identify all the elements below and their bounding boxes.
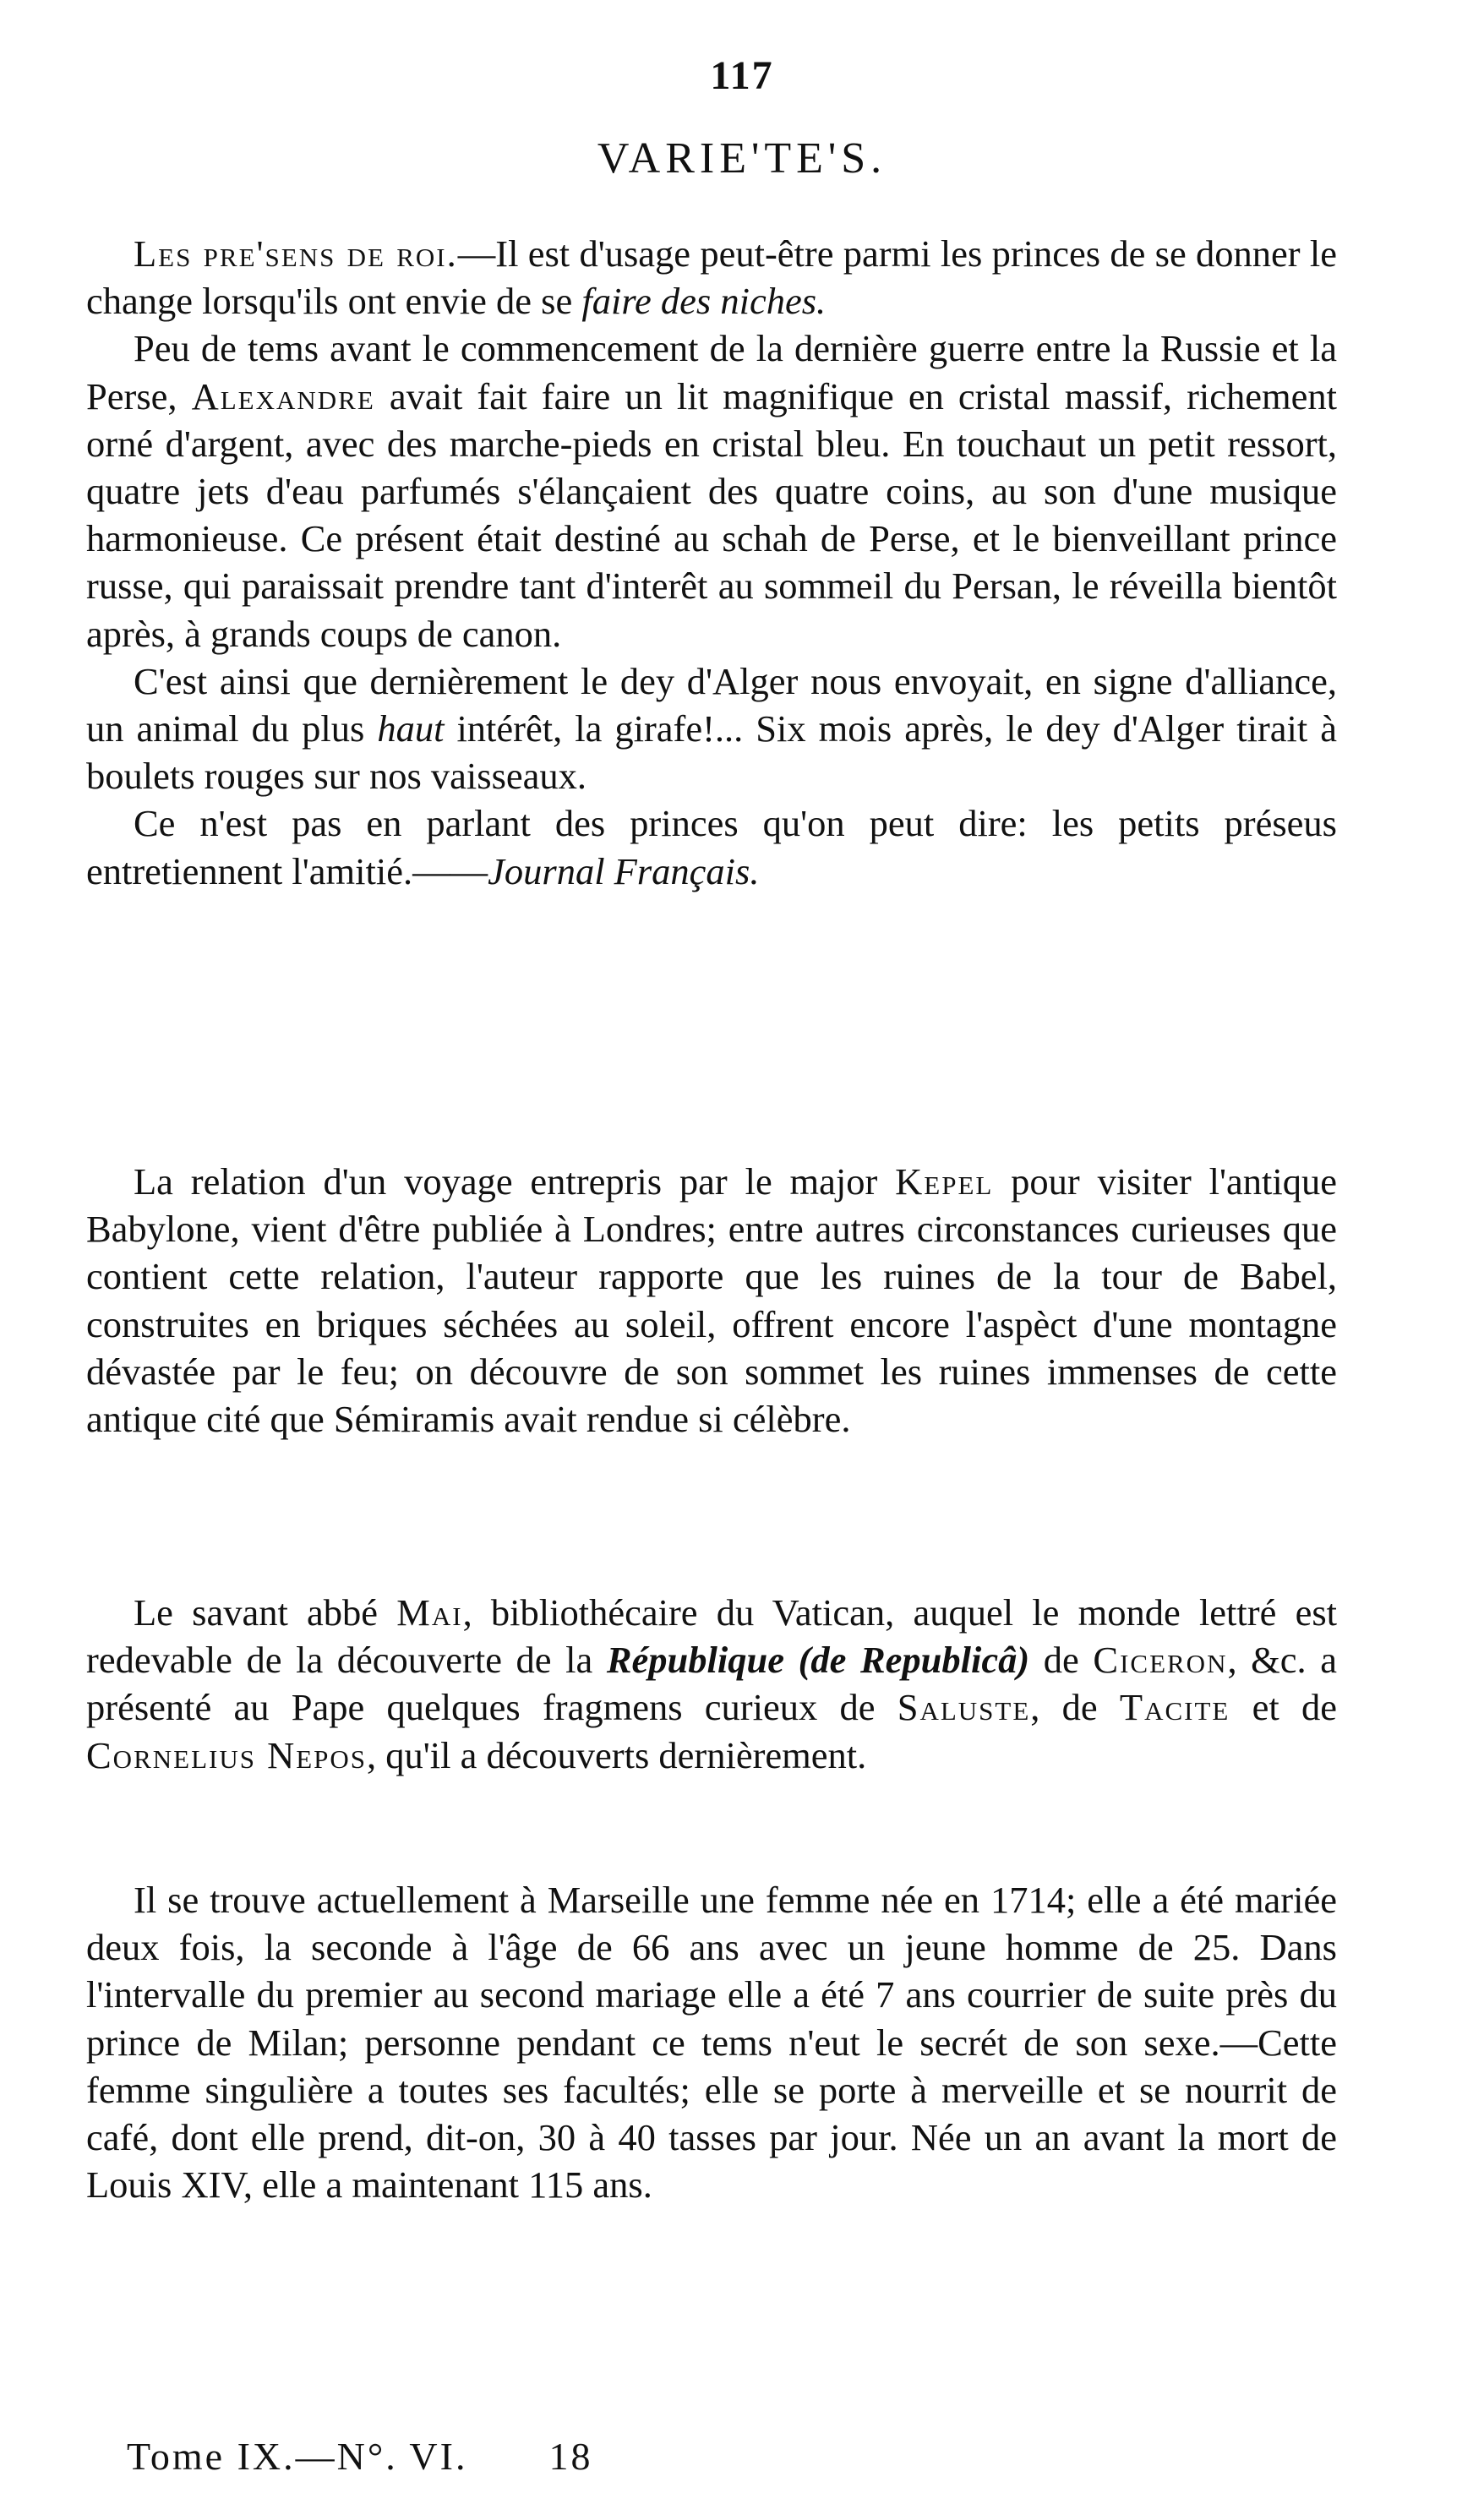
paragraph-text: avait fait faire un lit magnifique en cristal massif, richement orné d'argent, avec des marche-pieds en cristal bleu. En touchaut un petit ressort, quatre jets d'eau parfumés s'élançaient des quatre coins, au son d'une musique harmonieuse. Ce présent était destiné au schah de Perse, et le bienveillant prince russe, qui paraissait prendre tant d'interêt au sommeil du Persan, le réveilla bientôt après, à grands coups de canon. xyxy=(86,374,1338,655)
paragraph-text: , bibliothécaire du Vatican, auquel le monde lettré est redevable de la découverte de la xyxy=(86,1591,1338,1682)
paragraph-text: , qu'il a découverts dernièrement. xyxy=(367,1733,867,1776)
volume-number: Tome IX.—N°. VI. xyxy=(127,2435,468,2478)
paragraph-text: —Il est d'usage peut-être parmi les princes de se donner le change lorsqu'ils ont envie de se xyxy=(86,232,1338,323)
paragraph-text: , &c. a présenté au Pape quelques fragmens curieux de xyxy=(86,1639,1337,1729)
page-number: 117 xyxy=(710,53,774,98)
article-royal-gifts xyxy=(86,230,1337,895)
source-citation: Journal Français. xyxy=(488,849,760,892)
person-name: Kepel xyxy=(895,1160,994,1203)
article-babylon xyxy=(86,1158,1337,1443)
paragraph xyxy=(86,325,1337,657)
person-name: Cornelius Nepos xyxy=(86,1733,368,1776)
article-abbe-mai xyxy=(86,1589,1337,1779)
section-title: VARIE'TE'S. xyxy=(597,134,887,183)
work-title: République xyxy=(606,1639,784,1682)
paragraph xyxy=(86,1158,1337,1443)
paragraph xyxy=(86,1589,1337,1779)
italic-phrase: faire des niches. xyxy=(581,280,827,323)
person-name: Ciceron xyxy=(1093,1639,1228,1682)
paragraph-text: C'est ainsi que dernièrement le dey d'Alger nous envoyait, en signe d'alliance, un animal du plus xyxy=(86,659,1337,750)
paragraph-text: Peu de tems avant le commencement de la dernière guerre entre la Russie et la Perse, xyxy=(86,327,1337,417)
paragraph xyxy=(86,230,1337,325)
person-name: Tacite xyxy=(1119,1686,1230,1729)
paragraph xyxy=(86,1876,1337,2208)
paragraph-text: et de xyxy=(1230,1686,1337,1729)
paragraph-text: de xyxy=(1029,1639,1094,1682)
paragraph-text: intérêt, la girafe!... Six mois après, le dey d'Alger tirait à boulets rouges sur nos vaisseaux. xyxy=(86,707,1338,798)
article-marseille-woman xyxy=(86,1876,1337,2208)
person-name: Mai xyxy=(396,1591,463,1634)
person-name: Alexandre xyxy=(191,374,375,417)
paragraph xyxy=(86,799,1337,894)
paragraph xyxy=(86,657,1337,800)
article-heading: Les pre'sens de roi. xyxy=(134,232,458,275)
italic-word: haut xyxy=(377,707,445,750)
page-footer xyxy=(127,2434,592,2479)
paragraph-text: Ce n'est pas en parlant des princes qu'on peut dire: les petits préseus entretiennent l'amitié.—— xyxy=(86,802,1337,892)
signature-mark: 18 xyxy=(548,2435,593,2478)
paragraph-text: La relation d'un voyage entrepris par le major xyxy=(134,1160,896,1203)
paragraph-text: Il se trouve actuellement à Marseille une femme née en 1714; elle a été mariée deux fois, la seconde à l'âge de 66 ans avec un jeune homme de 25. Dans l'intervalle du premier au second mariage elle a été 7 ans courrier de suite près du prince de Milan; personne pendant ce tems n'eut le secrét de son sexe.—Cette femme singulière a toutes ses facultés; elle se porte à merveille et se nourrit de café, dont elle prend, dit-on, 30 à 40 tasses par jour. Née un an avant la mort de Louis XIV, elle a maintenant 115 ans. xyxy=(86,1879,1337,2207)
work-title-latin: (de Republicâ) xyxy=(798,1639,1030,1682)
paragraph-text: Le savant abbé xyxy=(134,1591,397,1634)
paragraph-text: pour visiter l'antique Babylone, vient d'être publiée à Londres; entre autres circonstances curieuses que contient cette relation, l'auteur rapporte que les ruines de la tour de Babel, construites en briques séchées au soleil, offrent encore l'aspèct d'une montagne dévastée par le feu; on découvre de son sommet les ruines immenses de cette antique cité que Sémiramis avait rendue si célèbre. xyxy=(86,1160,1337,1441)
paragraph-text: , de xyxy=(1030,1686,1120,1729)
person-name: Saluste xyxy=(897,1686,1031,1729)
